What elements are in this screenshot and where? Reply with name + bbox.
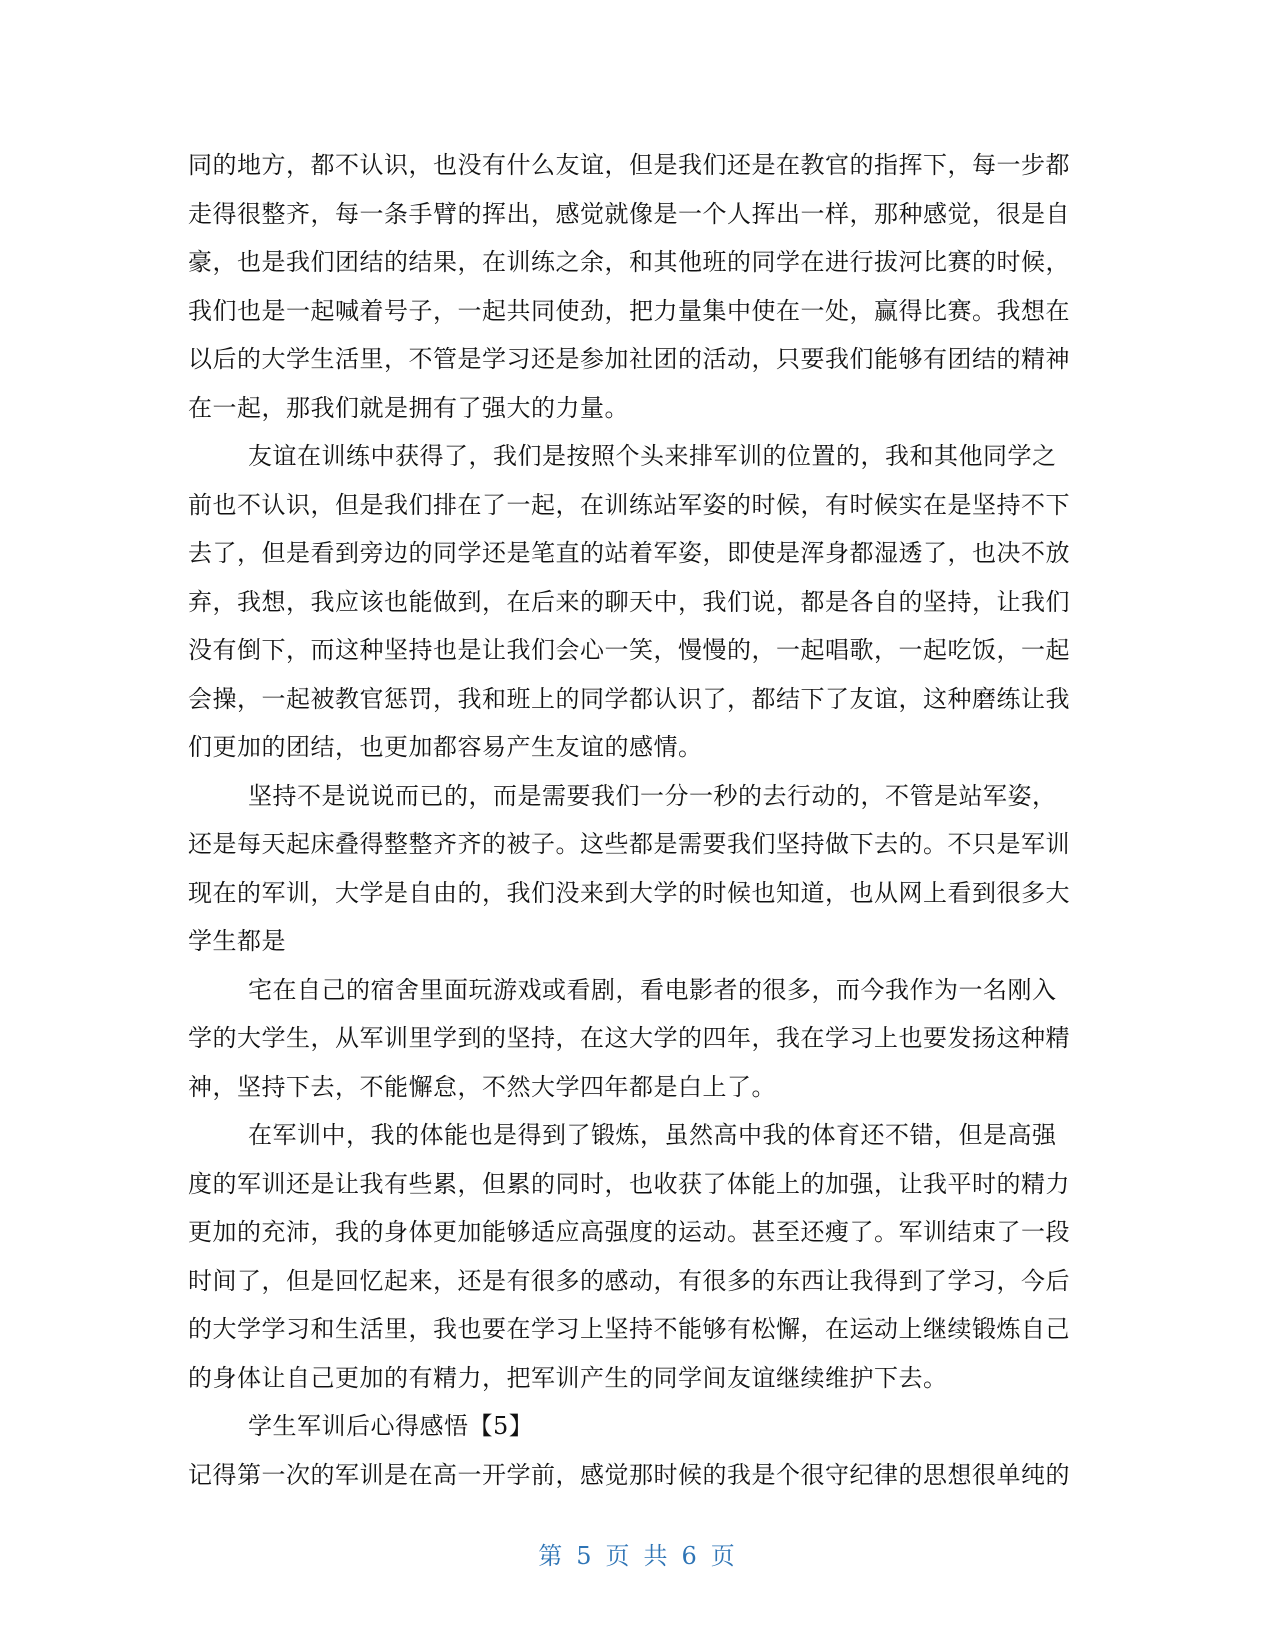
text-line: 豪，也是我们团结的结果，在训练之余，和其他班的同学在进行拔河比赛的时候，	[188, 248, 1070, 276]
text-line: 学的大学生，从军训里学到的坚持，在这大学的四年，我在学习上也要发扬这种精	[188, 1024, 1070, 1052]
footer-current-page: 5	[576, 1542, 594, 1570]
text-line: 去了，但是看到旁边的同学还是笔直的站着军姿，即使是浑身都湿透了，也决不放	[188, 539, 1070, 567]
text-line: 弃，我想，我应该也能做到，在后来的聊天中，我们说，都是各自的坚持，让我们	[188, 587, 1070, 616]
text-line: 度的军训还是让我有些累，但累的同时，也收获了体能上的加强，让我平时的精力	[188, 1169, 1070, 1198]
text-line: 学生军训后心得感悟【5】	[248, 1412, 534, 1440]
text-line: 走得很整齐，每一条手臂的挥出，感觉就像是一个人挥出一样，那种感觉，很是自	[188, 199, 1070, 228]
text-line: 更加的充沛，我的身体更加能够适应高强度的运动。甚至还瘦了。军训结束了一段	[188, 1218, 1070, 1246]
text-line: 记得第一次的军训是在高一开学前，感觉那时候的我是个很守纪律的思想很单纯的	[188, 1460, 1070, 1489]
text-line: 时间了，但是回忆起来，还是有很多的感动，有很多的东西让我得到了学习，今后	[188, 1266, 1070, 1295]
text-line: 我们也是一起喊着号子，一起共同使劲，把力量集中使在一处，赢得比赛。我想在	[188, 296, 1070, 325]
text-line: 的大学学习和生活里，我也要在学习上坚持不能够有松懈，在运动上继续锻炼自己	[188, 1315, 1070, 1343]
text-line: 学生都是	[188, 927, 286, 955]
text-line: 还是每天起床叠得整整齐齐的被子。这些都是需要我们坚持做下去的。不只是军训	[188, 830, 1070, 858]
footer-page-word: 页	[605, 1542, 632, 1570]
text-line: 们更加的团结，也更加都容易产生友谊的感情。	[188, 733, 703, 761]
footer-prefix: 第	[538, 1542, 565, 1570]
text-line: 坚持不是说说而已的，而是需要我们一分一秒的去行动的，不管是站军姿，	[248, 781, 1057, 810]
text-line: 在一起，那我们就是拥有了强大的力量。	[188, 393, 629, 422]
footer-total-pages: 6	[681, 1542, 699, 1570]
text-line: 现在的军训，大学是自由的，我们没来到大学的时候也知道，也从网上看到很多大	[188, 878, 1070, 907]
document-body	[188, 141, 1088, 1499]
text-line: 会操，一起被教官惩罚，我和班上的同学都认识了，都结下了友谊，这种磨练让我	[188, 684, 1070, 713]
footer-total-word: 共	[643, 1542, 670, 1570]
text-line: 没有倒下，而这种坚持也是让我们会心一笑，慢慢的，一起唱歌，一起吃饭，一起	[188, 636, 1070, 664]
text-line: 友谊在训练中获得了，我们是按照个头来排军训的位置的，我和其他同学之	[248, 442, 1057, 470]
text-line: 的身体让自己更加的有精力，把军训产生的同学间友谊继续维护下去。	[188, 1363, 948, 1392]
text-line: 以后的大学生活里，不管是学习还是参加社团的活动，只要我们能够有团结的精神	[188, 345, 1070, 373]
text-line: 宅在自己的宿舍里面玩游戏或看剧，看电影者的很多，而今我作为一名刚入	[248, 975, 1057, 1004]
text-line: 同的地方，都不认识，也没有什么友谊，但是我们还是在教官的指挥下，每一步都	[188, 151, 1070, 179]
text-line: 在军训中，我的体能也是得到了锻炼，虽然高中我的体育还不错，但是高强	[248, 1121, 1057, 1149]
text-line: 神，坚持下去，不能懈怠，不然大学四年都是白上了。	[188, 1072, 776, 1101]
text-line: 前也不认识，但是我们排在了一起，在训练站军姿的时候，有时候实在是坚持不下	[188, 490, 1070, 519]
footer-suffix: 页	[710, 1542, 737, 1570]
page-footer	[0, 1536, 1275, 1571]
